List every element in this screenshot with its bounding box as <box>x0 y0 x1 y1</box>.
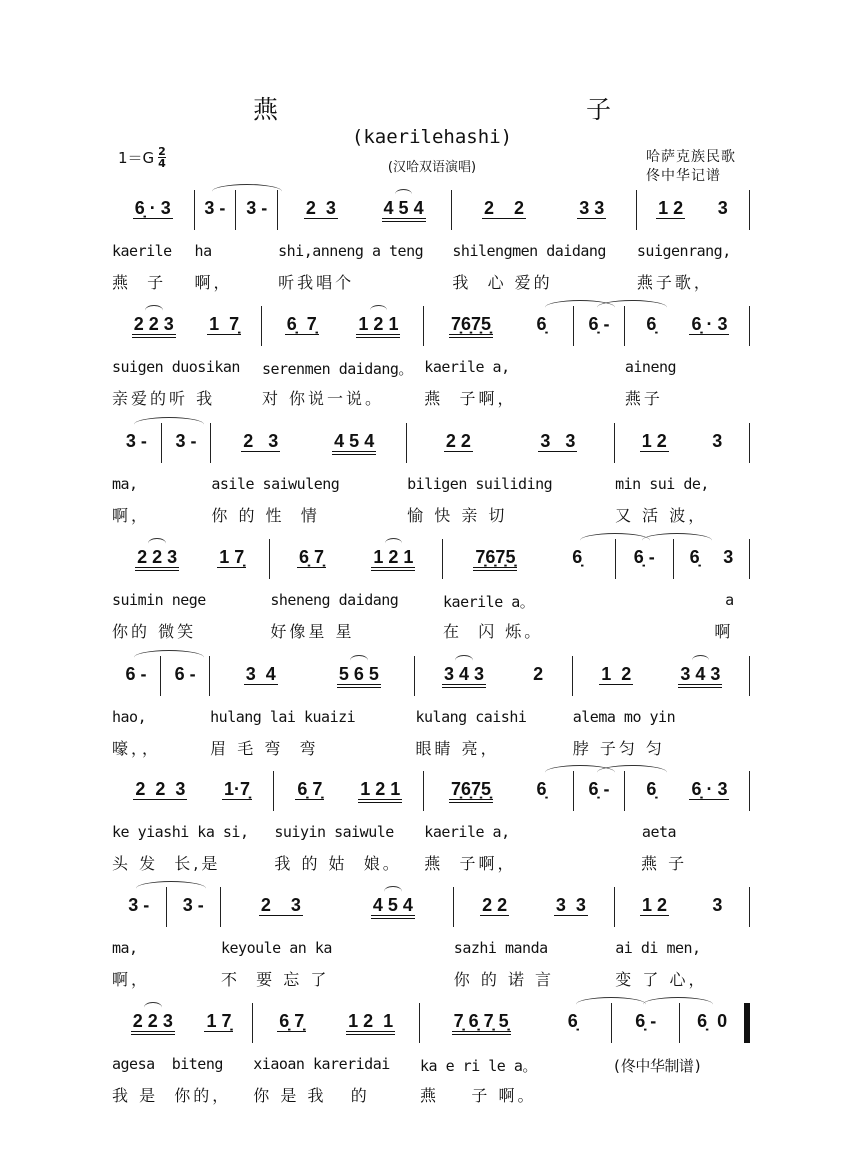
measure-notes <box>443 539 615 579</box>
key-label: 1＝G <box>118 149 155 167</box>
note-group: 1 2 1 <box>356 314 400 338</box>
pinyin-lyric: hulang lai kuaizi <box>210 708 356 726</box>
note-group: 3 <box>717 198 728 218</box>
measure-notes <box>161 656 209 696</box>
note-group: 2 2 3 <box>135 779 186 799</box>
measure <box>112 190 195 292</box>
pinyin-lyric: ai di men, <box>615 939 701 957</box>
measure <box>112 771 274 873</box>
score-system <box>112 539 750 641</box>
note-group: 6̣ <box>689 547 700 567</box>
measure <box>420 1003 612 1105</box>
time-bottom: 4 <box>158 157 166 170</box>
measure-row <box>112 1003 750 1105</box>
pinyin-lyric: min sui de, <box>615 475 709 493</box>
note-group: 6̣ · 3 <box>134 198 171 218</box>
chinese-lyric: 不 要 忘 了 <box>221 970 330 989</box>
chinese-lyric: 燕子 <box>624 389 663 408</box>
chinese-lyric: 你 的 性 情 <box>211 506 320 525</box>
chinese-lyric: 啊， <box>194 273 233 292</box>
measure-notes <box>112 887 166 927</box>
time-top: 2 <box>158 145 166 158</box>
measure <box>673 539 750 641</box>
chinese-lyric: 我 心 爱的 <box>452 273 553 292</box>
measure-notes <box>210 656 414 696</box>
measure <box>210 656 415 758</box>
score-system <box>112 190 750 292</box>
pinyin-lyric: xiaoan kareridai <box>253 1055 390 1073</box>
score-system <box>112 887 750 989</box>
note-group: 3 3 <box>540 431 576 451</box>
measure-row <box>112 423 750 525</box>
measure-notes <box>625 771 749 811</box>
measure-notes <box>221 887 453 927</box>
note-group: 3 <box>712 431 723 451</box>
pinyin-lyric: aineng <box>624 358 677 376</box>
note-group: 6̣ 0 <box>697 1011 728 1031</box>
note-group: 7̣ 6̣ 7̣ 5̣ <box>452 1011 511 1035</box>
pinyin-lyric: hao, <box>112 708 147 726</box>
performance-note: (汉哈双语演唱) <box>387 160 477 175</box>
score-system <box>112 656 750 758</box>
pinyin-lyric: agesa biteng <box>112 1055 223 1073</box>
measure <box>274 771 424 873</box>
note-group: 2 2 3 <box>135 547 179 571</box>
note-group: 1 2 <box>658 198 684 218</box>
measure-notes <box>112 1003 252 1043</box>
chinese-lyric: 燕 子啊， <box>424 389 517 408</box>
pinyin-lyric: shilengmen daidang <box>452 242 606 260</box>
note-group: 3 - <box>204 198 226 218</box>
note-group: 2 2 3 <box>132 314 176 338</box>
chinese-lyric: 眉 毛 弯 弯 <box>210 739 319 758</box>
measure-notes <box>236 190 277 230</box>
note-group: 6̣ 7̣ <box>279 1011 305 1031</box>
measure <box>211 423 407 525</box>
pinyin-lyric: biligen suiliding <box>407 475 553 493</box>
measure <box>452 190 636 292</box>
measure <box>407 423 615 525</box>
measure <box>574 306 625 346</box>
song-title: 燕 子 <box>253 95 761 124</box>
measure <box>572 656 750 758</box>
note-group: 3 - <box>246 198 268 218</box>
chinese-lyric: 燕子歌， <box>636 273 713 292</box>
note-group: 4 5 4 <box>332 431 376 455</box>
note-group: 6̣ <box>646 314 657 334</box>
origin: 哈萨克族民歌 <box>646 149 736 165</box>
note-group: 1·7̣ <box>224 779 251 799</box>
measure-notes <box>167 887 221 927</box>
pinyin-lyric: sazhi manda <box>453 939 548 957</box>
pinyin-lyric: a <box>673 591 734 609</box>
measure-notes <box>616 539 673 579</box>
measure-notes <box>424 771 573 811</box>
measure-notes <box>407 423 614 463</box>
note-group: 1 2 1 <box>371 547 415 571</box>
transcriber: 佟中华记谱 <box>646 168 721 184</box>
measure-notes <box>625 306 749 346</box>
measure-notes <box>278 190 451 230</box>
measure <box>616 539 674 579</box>
measure <box>453 887 615 989</box>
measure <box>161 656 210 696</box>
chinese-lyric: 啊， <box>112 506 151 525</box>
pinyin-lyric: aeta <box>624 823 677 841</box>
note-group: 6̣ - <box>635 1011 657 1031</box>
note-group: 1 7̣ <box>209 314 240 334</box>
measure <box>443 539 616 641</box>
note-group: 6̣ 7̣ <box>286 314 317 334</box>
note-group: 6̣ - <box>588 779 610 799</box>
note-group: 2 2 3 <box>131 1011 175 1035</box>
note-group: 6̣ <box>536 779 547 799</box>
measure-notes <box>574 306 624 346</box>
pinyin-lyric: suiyin saiwule <box>274 823 394 841</box>
pinyin-lyric: ka e ri le a。 <box>420 1057 537 1075</box>
measure <box>236 190 278 230</box>
pinyin-lyric: kaerile <box>112 242 172 260</box>
measure <box>615 423 750 525</box>
measure <box>112 1003 253 1105</box>
measure-notes <box>674 539 749 579</box>
note-group: 4 5 4 <box>382 198 426 222</box>
measure-notes <box>637 190 749 230</box>
measure <box>574 771 625 811</box>
note-group: 3 4 3 <box>678 664 722 688</box>
measure-notes <box>112 190 194 230</box>
measure-notes <box>162 423 211 463</box>
chinese-lyric: 我 是 你的， <box>112 1086 232 1105</box>
note-group: 3 3 <box>579 198 605 218</box>
note-group: 3 <box>723 547 734 567</box>
note-group: 4 5 4 <box>371 895 415 919</box>
measure-notes <box>253 1003 419 1043</box>
pinyin-lyric: suigenrang, <box>636 242 731 260</box>
note-group: 6̣ - <box>588 314 610 334</box>
note-group: 3 3 <box>555 895 586 915</box>
chinese-lyric: 变 了 心， <box>615 970 708 989</box>
measure <box>636 190 750 292</box>
measure-notes <box>615 887 749 927</box>
chinese-lyric: 啊 <box>673 622 734 641</box>
measure <box>112 306 262 408</box>
measure-notes <box>452 190 635 230</box>
measure <box>624 771 750 873</box>
note-group: 7̣6̣7̣5̣ <box>449 779 493 803</box>
pinyin-lyric: suigen duosikan <box>112 358 240 376</box>
measure-notes <box>424 306 573 346</box>
measure-row <box>112 887 750 989</box>
note-group: 6̣ <box>646 779 657 799</box>
chinese-lyric: 嚎，， <box>112 739 162 758</box>
measure-notes <box>454 887 614 927</box>
measure-notes <box>112 306 261 346</box>
score-system <box>112 423 750 525</box>
note-group: 2 3 <box>305 198 336 218</box>
key-signature <box>118 146 166 169</box>
note-group: 6̣ · 3 <box>691 779 728 799</box>
chinese-lyric: 眼睛 亮， <box>415 739 500 758</box>
score-system <box>112 306 750 408</box>
pinyin-lyric: (佟中华制谱) <box>612 1057 702 1075</box>
chinese-lyric: 头 发 长,是 <box>112 854 221 873</box>
measure-notes <box>112 423 161 463</box>
note-group: 7̣6̣7̣5̣ <box>449 314 493 338</box>
measure-notes <box>574 771 624 811</box>
song-subtitle: (kaerilehashi) <box>351 126 513 148</box>
measure <box>424 771 574 873</box>
chinese-lyric: 对 你说一说。 <box>261 389 385 408</box>
measure <box>261 306 424 408</box>
note-group: 6̣ · 3 <box>691 314 728 334</box>
measure-notes <box>262 306 423 346</box>
measure-notes <box>112 539 269 579</box>
measure <box>112 539 270 641</box>
note-group: 3 - <box>182 895 204 915</box>
note-group: 6̣ 7̣ <box>297 779 323 799</box>
note-group: 1 2 1 <box>346 1011 395 1035</box>
pinyin-lyric: ha <box>194 242 212 260</box>
note-group: 1 2 <box>641 431 667 451</box>
pinyin-lyric: kulang caishi <box>415 708 527 726</box>
measure-notes <box>615 423 749 463</box>
note-group: 3 - <box>125 431 147 451</box>
chinese-lyric: 你的 微笑 <box>112 622 197 641</box>
chinese-lyric: 你 的 诺 言 <box>453 970 555 989</box>
note-group: 2 2 <box>445 431 471 451</box>
measure-row <box>112 539 750 641</box>
chinese-lyric: 脖 子匀 匀 <box>572 739 665 758</box>
measure-row <box>112 656 750 758</box>
note-group: 3 - <box>175 431 197 451</box>
measure <box>270 539 443 641</box>
measure <box>612 1003 702 1075</box>
note-group: 3 - <box>128 895 150 915</box>
note-group: 2 3 <box>260 895 301 915</box>
pinyin-lyric: kaerile a, <box>424 823 510 841</box>
note-group: 1 2 1 <box>358 779 402 803</box>
note-group: 3 4 3 <box>442 664 486 688</box>
note-group: 2 2 <box>482 895 508 915</box>
note-group: 6 - <box>174 664 196 684</box>
note-group: 3 <box>712 895 723 915</box>
measure <box>424 306 574 408</box>
chinese-lyric: 燕 子 <box>112 273 167 292</box>
measure <box>162 423 212 463</box>
score-system <box>112 771 750 873</box>
note-group: 7̣6̣7̣5̣ <box>473 547 517 571</box>
pinyin-lyric: serenmen daidang。 <box>261 360 413 378</box>
chinese-lyric: 亲爱的听 我 <box>112 389 216 408</box>
chinese-lyric: 燕 子啊， <box>424 854 517 873</box>
note-group: 6̣ <box>572 547 583 567</box>
measure-notes <box>573 656 749 696</box>
measure <box>415 656 572 758</box>
measure-notes <box>274 771 423 811</box>
chinese-lyric: 愉 快 亲 切 <box>407 506 508 525</box>
chinese-lyric: 好像星 星 <box>270 622 355 641</box>
chinese-lyric: 燕 子 啊。 <box>420 1086 537 1105</box>
measure-row <box>112 306 750 408</box>
pinyin-lyric: kaerile a, <box>424 358 510 376</box>
credits <box>646 148 736 186</box>
pinyin-lyric: alema mo yin <box>572 708 676 726</box>
note-group: 2 3 <box>243 431 279 451</box>
pinyin-lyric: ma, <box>112 939 138 957</box>
measure <box>194 190 237 292</box>
measure <box>112 887 167 989</box>
note-group: 1 7̣ <box>206 1011 232 1031</box>
measure-notes <box>195 190 236 230</box>
chinese-lyric: 燕 子 <box>624 854 688 873</box>
measure <box>167 887 222 927</box>
measure <box>221 887 454 989</box>
measure-row <box>112 190 750 292</box>
measure-notes <box>680 1003 744 1043</box>
measure-notes <box>612 1003 679 1043</box>
note-group: 6̣ <box>567 1011 578 1031</box>
measure-notes <box>420 1003 611 1043</box>
note-group: 1 7̣ <box>219 547 245 567</box>
time-signature <box>158 146 166 169</box>
measure <box>253 1003 420 1105</box>
note-group: 1 2 <box>641 895 667 915</box>
measure <box>278 190 452 292</box>
score-system <box>112 1003 750 1105</box>
pinyin-lyric: keyoule an ka <box>221 939 332 957</box>
measure-notes <box>415 656 571 696</box>
measure <box>112 423 162 525</box>
measure-row <box>112 771 750 873</box>
pinyin-lyric: kaerile a。 <box>443 593 535 611</box>
note-group: 6 - <box>125 664 147 684</box>
note-group: 2 2 <box>484 198 525 218</box>
pinyin-lyric: asile saiwuleng <box>211 475 340 493</box>
measure <box>624 306 750 408</box>
chinese-lyric: 你 是 我 的 <box>253 1086 370 1105</box>
chinese-lyric: 又 活 波， <box>615 506 708 525</box>
pinyin-lyric: sheneng daidang <box>270 591 399 609</box>
pinyin-lyric: suimin nege <box>112 591 206 609</box>
measure-notes <box>211 423 406 463</box>
pinyin-lyric: ma, <box>112 475 138 493</box>
measure <box>615 887 750 989</box>
measure <box>680 1003 750 1043</box>
chinese-lyric: 听我唱个 <box>278 273 355 292</box>
measure-notes <box>270 539 442 579</box>
pinyin-lyric: ke yiashi ka si, <box>112 823 249 841</box>
chinese-lyric: 在 闪 烁。 <box>443 622 544 641</box>
measure-notes <box>112 771 273 811</box>
note-group: 5 6 5 <box>337 664 381 688</box>
note-group: 6̣ <box>536 314 547 334</box>
note-group: 2 <box>533 664 544 684</box>
pinyin-lyric: shi,anneng a teng <box>278 242 424 260</box>
note-group: 3 4 <box>245 664 276 684</box>
note-group: 1 2 <box>601 664 632 684</box>
note-group: 6̣ 7̣ <box>299 547 325 567</box>
chinese-lyric: 啊， <box>112 970 151 989</box>
measure <box>112 656 162 758</box>
chinese-lyric: 我 的 姑 娘。 <box>274 854 402 873</box>
measure-notes <box>112 656 160 696</box>
note-group: 6̣ - <box>633 547 655 567</box>
